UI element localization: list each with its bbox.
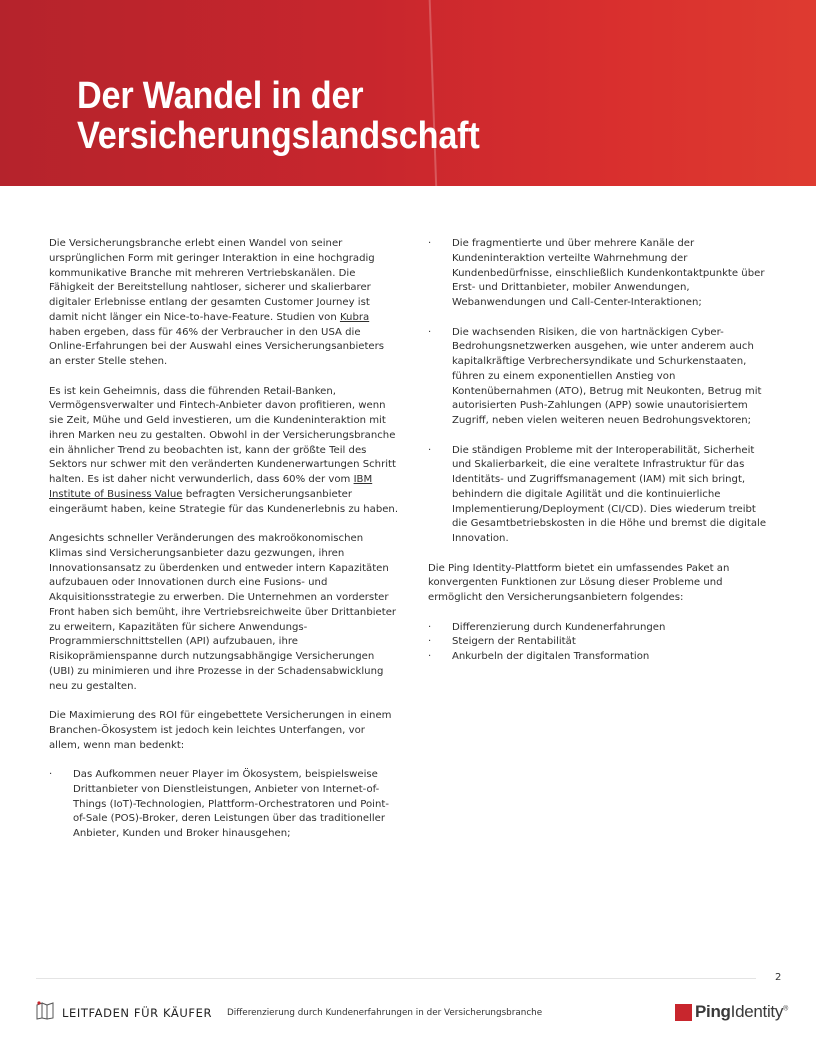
page-title <box>77 76 480 156</box>
paragraph-roi: Die Maximierung des ROI für eingebettete Versicherungen in einem Branchen-Ökosystem ist jedoch kein leichtes Unterfangen, vor allem, wenn man bedenkt: <box>49 710 392 751</box>
page-number: 2 <box>775 972 782 983</box>
list-item-text: Die wachsenden Risiken, die von hartnäckigen Cyber-Bedrohungsnetzwerken ausgehen, wie unter anderem auch kapitalkräftige Verbrechersyndikate und Schurkenstaaten, führen zu einem exponentiellen Anstieg von Kontenübernahmen (ATO), Betrug mit Neukonten, Betrug mit autorisierten Push-Zahlungen (APP) sowie unautorisiertem Zugriff, neben vielen weiteren neuen Bedrohungsvektoren; <box>452 326 762 426</box>
paragraph-retail <box>49 385 399 518</box>
list-item <box>428 444 773 547</box>
ping-identity-logo-mark <box>675 1004 692 1021</box>
bullet-dot: · <box>428 326 432 338</box>
header-banner <box>0 0 816 186</box>
logo-wordmark <box>695 1002 788 1022</box>
bullet-dot: · <box>428 621 432 633</box>
list-item-text: Differenzierung durch Kundenerfahrungen <box>452 621 666 633</box>
benefits-list <box>428 621 773 665</box>
bullet-dot: · <box>428 444 432 456</box>
bullet-dot: · <box>428 636 432 648</box>
paragraph-retail-text-a: Es ist kein Geheimnis, dass die führenden Retail-Banken, Vermögensverwalter und Fintech-Anbieter davon profitieren, wenn sie Zeit, Mühe und Geld investieren, um die Kundeninteraktion mit ihren Marken neu zu gestalten. Obwohl in der Versicherungsbranche ein ähnlicher Trend zu beobachten ist, kann der größte Teil des Sektors nur schwer mit den veränderten Kundenerwartungen Schritt halten. Es ist daher nicht verwunderlich, dass 60% der vom <box>49 385 396 485</box>
right-column <box>428 237 773 665</box>
paragraph-intro-text-a: Die Versicherungsbranche erlebt einen Wandel von seiner ursprünglichen Form mit geringer Interaktion in eine hochgradig kommunikative Branche mit mehreren Vertriebskanälen. Die Fähigkeit der Bereitstellung nahtloser, sicherer und skalierbarer digitaler Erlebnisse entlang der gesamten Customer Journey ist damit nicht länger ein Nice-to-have-Feature. Studien von <box>49 238 375 323</box>
paragraph-retail-text-b: befragten Versicherungsanbieter eingeräumt haben, keine Strategie für das Kundenerlebnis zu haben. <box>49 488 399 515</box>
logo-text-light: Identity <box>730 1002 784 1021</box>
list-item <box>428 237 773 311</box>
paragraph-macro: Angesichts schneller Veränderungen des makroökonomischen Klimas sind Versicherungsanbieter dazu gezwungen, ihren Innovationsansatz zu überdenken und entweder intern Kapazitäten aufzubauen oder Innovationen durch eine Fusions- und Akquisitionsstrategie zu erwerben. Die Unternehmen an vorderster Front haben sich bemüht, ihre Vertriebsreichweite über Drittanbieter zu erweitern, Kapazitäten für sichere Anwendungs-Programmierschnittstellen (API) aufzubauen, ihre Risikoprämienspanne durch nutzungsabhängige Versicherungen (UBI) zu minimieren und ihre Prozesse in der Schadensabwicklung neu zu gestalten. <box>49 533 397 692</box>
page-title-line2: Versicherungslandschaft <box>77 115 480 157</box>
list-item <box>428 326 773 429</box>
paragraph-intro-text-b: haben ergeben, dass für 46% der Verbraucher in den USA die Online-Erfahrungen bei der Auswahl eines Versicherungsanbieters an erster Stelle stehen. <box>49 326 385 367</box>
logo-text-bold: Ping <box>695 1002 731 1021</box>
guide-label: LEITFADEN FÜR KÄUFER <box>62 1006 213 1020</box>
footer-divider <box>36 978 756 979</box>
footer <box>36 1000 786 1026</box>
list-item-text: Die ständigen Probleme mit der Interoperabilität, Sicherheit und Skalierbarkeit, die eine veraltete Infrastruktur für das Identitäts- und Zugriffsmanagement (IAM) mit sich bringt, behindern die digitale Agilität und die kontinuierliche Implementierung/Deployment (CI/CD). Dies wiederum treibt die Gesamtbetriebskosten in die Höhe und bremst die digitale Innovation. <box>452 444 767 544</box>
list-item <box>428 621 773 636</box>
bullet-dot: · <box>428 238 432 249</box>
paragraph-ping-platform: Die Ping Identity-Plattform bietet ein umfassendes Paket an konvergenten Funktionen zur Lösung dieser Probleme und ermöglicht den Versicherungsanbietern folgendes: <box>428 562 730 603</box>
guide-book-icon <box>36 1001 54 1020</box>
left-column <box>49 237 399 857</box>
ibm-institute-link[interactable]: IBM Institute of Business Value <box>49 474 373 500</box>
list-item <box>428 650 773 665</box>
right-bullet-list <box>428 237 773 547</box>
list-item-text: Die fragmentierte und über mehrere Kanäle der Kundeninteraktion verteilte Wahrnehmung der Kundenbedürfnisse, einschließlich Kundenkontaktpunkte über Erst- und Drittanbieter, mobiler Anwendungen, Webanwendungen und Call-Center-Interaktionen; <box>452 238 765 308</box>
kubra-link[interactable]: Kubra <box>339 311 370 323</box>
list-item-text: Steigern der Rentabilität <box>452 636 576 648</box>
bullet-dot: · <box>428 651 432 662</box>
document-subtitle: Differenzierung durch Kundenerfahrungen in der Versicherungsbranche <box>227 1008 543 1018</box>
list-item-text: Ankurbeln der digitalen Transformation <box>452 651 650 662</box>
left-bullet-list <box>49 768 399 842</box>
bullet-dot: · <box>49 769 53 780</box>
list-item <box>428 635 773 650</box>
logo-registered-mark: ® <box>783 1005 788 1013</box>
list-item <box>49 768 399 842</box>
page-title-line1: Der Wandel in der <box>77 75 364 117</box>
paragraph-intro <box>49 237 399 370</box>
list-item-text: Das Aufkommen neuer Player im Ökosystem, beispielsweise Drittanbieter von Dienstleistungen, Anbieter von Internet-of-Things (IoT)-Technologien, Plattform-Orchestratoren und Point-of-Sale (POS)-Broker, deren Leistungen über das traditioneller Anbieter, Kunden und Broker hinausgehen; <box>73 769 389 839</box>
